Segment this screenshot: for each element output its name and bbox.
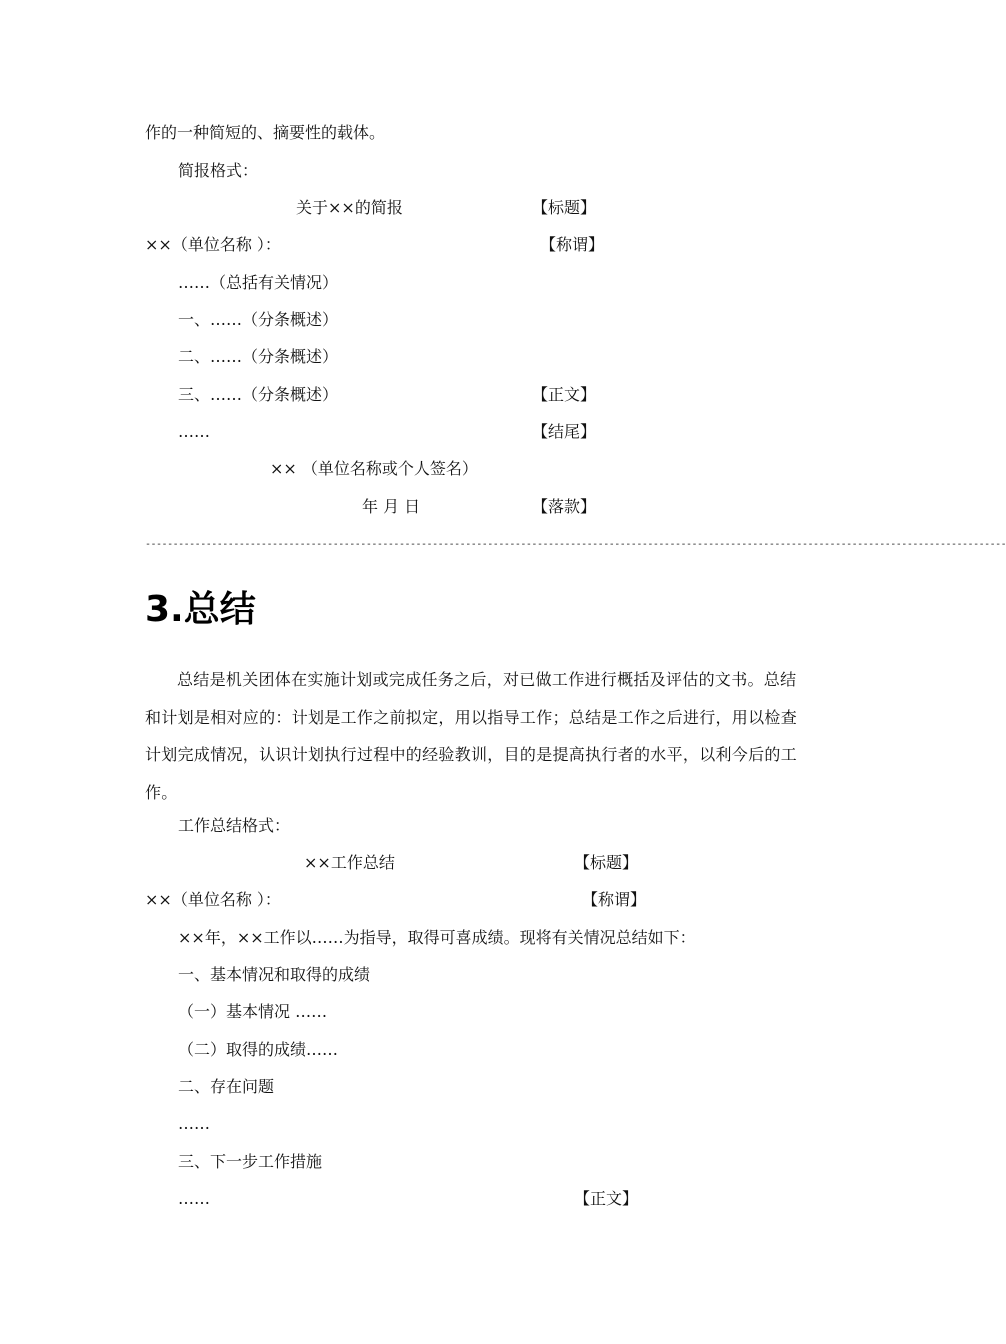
- summary-format-label: 工作总结格式：: [178, 816, 291, 835]
- summary-title-line: ××工作总结: [304, 853, 395, 872]
- summary-salutation-line: ××（单位名称 ）：: [145, 890, 281, 909]
- summary-ellipsis-1: ……: [178, 1114, 210, 1133]
- briefing-body-tag: 【正文】: [532, 385, 597, 404]
- summary-part-1b: （二）取得的成绩……: [178, 1040, 339, 1059]
- summary-intro-line: ××年，××工作以……为指导，取得可喜成绩。现将有关情况总结如下：: [178, 928, 696, 947]
- briefing-title-line: 关于××的简报: [296, 198, 403, 217]
- section-divider: ------------------------------------------------------------------------------------------------------------------------------------------------------------: [145, 539, 1006, 550]
- briefing-item-2: 二、……（分条概述）: [178, 347, 339, 366]
- summary-ellipsis-2: ……: [178, 1189, 210, 1208]
- briefing-date-line: 年 月 日: [362, 497, 421, 516]
- briefing-salutation-tag: 【称谓】: [540, 235, 605, 254]
- briefing-ellipsis: ……: [178, 422, 210, 441]
- summary-title-tag: 【标题】: [574, 853, 639, 872]
- briefing-ending-tag: 【结尾】: [532, 422, 597, 441]
- briefing-salutation-line: ××（单位名称 ）：: [145, 235, 281, 254]
- summary-salutation-tag: 【称谓】: [582, 890, 647, 909]
- briefing-format-label: 简报格式：: [178, 161, 259, 180]
- briefing-summary-line: ……（总括有关情况）: [178, 273, 339, 292]
- briefing-item-1: 一、……（分条概述）: [178, 310, 339, 329]
- briefing-signature-line: ×× （单位名称或个人签名）: [270, 459, 478, 478]
- summary-part-2: 二、存在问题: [178, 1077, 275, 1096]
- section-paragraph: 总结是机关团体在实施计划或完成任务之后，对已做工作进行概括及评估的文书。总结和计划是相对应的：计划是工作之前拟定，用以指导工作；总结是工作之后进行，用以检查计划完成情况，认识计划执行过程中的经验教训，目的是提高执行者的水平，以利今后的工作。: [145, 670, 798, 802]
- summary-part-1: 一、基本情况和取得的成绩: [178, 965, 371, 984]
- briefing-item-3: 三、……（分条概述）: [178, 385, 339, 404]
- section-heading: 3.总结: [145, 589, 256, 630]
- summary-part-1a: （一）基本情况 ……: [178, 1002, 328, 1021]
- briefing-signature-tag: 【落款】: [532, 497, 597, 516]
- briefing-title-tag: 【标题】: [532, 198, 597, 217]
- continuation-text: 作的一种简短的、摘要性的载体。: [145, 123, 386, 142]
- summary-body-tag: 【正文】: [574, 1189, 639, 1208]
- summary-part-3: 三、下一步工作措施: [178, 1152, 323, 1171]
